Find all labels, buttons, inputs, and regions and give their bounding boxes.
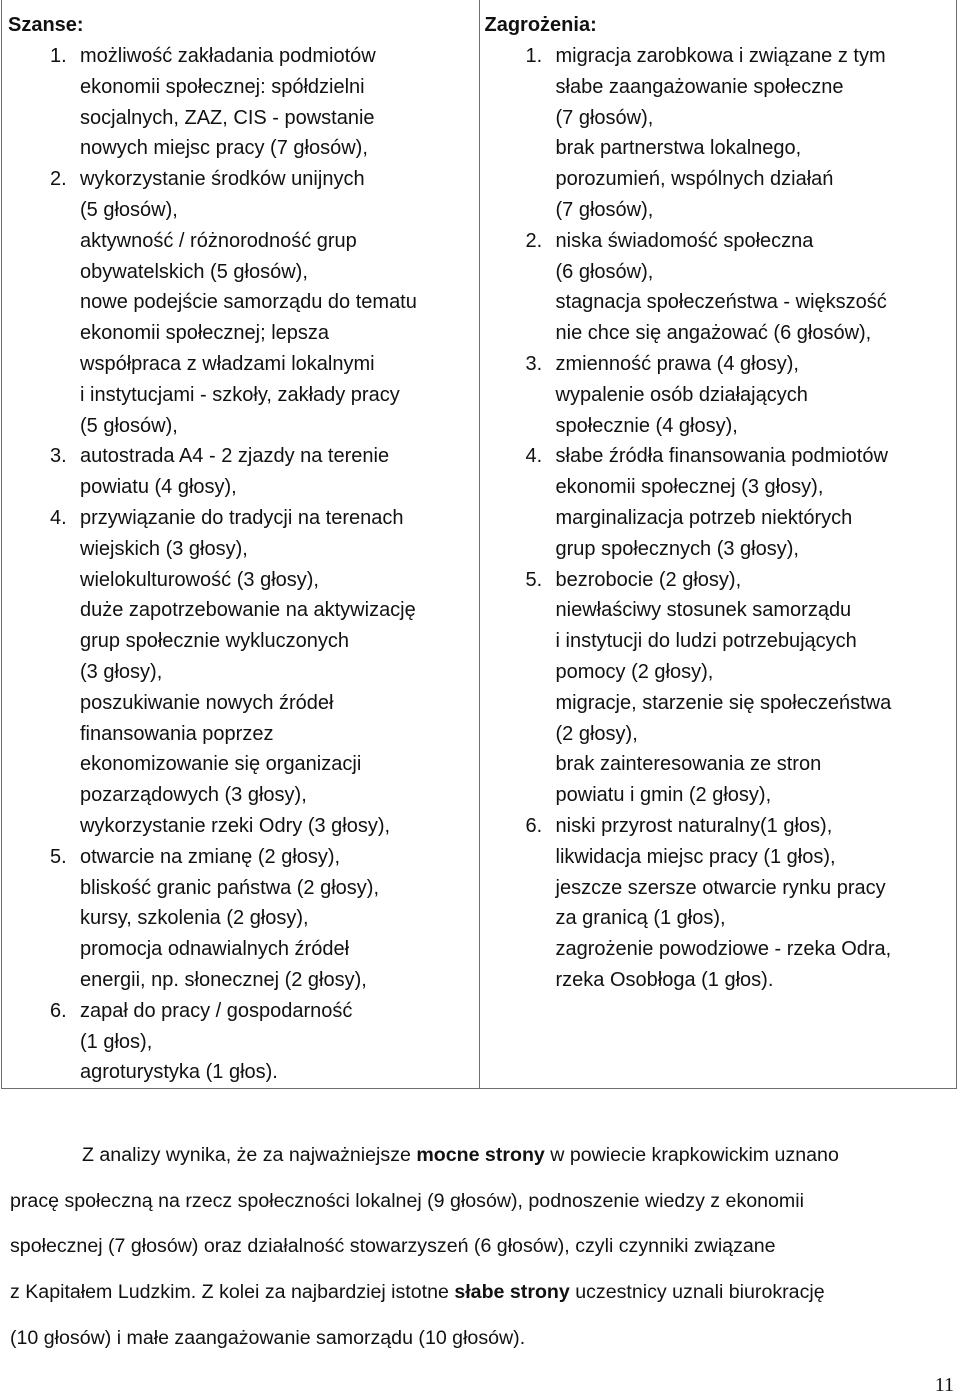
item-text-line: brak partnerstwa lokalnego, <box>555 137 802 160</box>
item-text-line: promocja odnawialnych źródeł <box>80 938 350 961</box>
summary-line <box>10 1270 960 1316</box>
item-number: 6. <box>50 999 67 1022</box>
item-text-line: zapał do pracy / gospodarność <box>80 999 353 1022</box>
item-text-line: ekonomizowanie się organizacji <box>80 753 362 776</box>
summary-line: (10 głosów) i małe zaangażowanie samorządu (10 głosów). <box>10 1326 526 1349</box>
swot-table <box>1 0 957 1089</box>
opportunities-heading: Szanse: <box>8 14 84 36</box>
item-text-line: grup społecznych (3 głosy), <box>555 537 799 560</box>
item-text-line: pomocy (2 głosy), <box>555 660 714 683</box>
item-text-line: marginalizacja potrzeb niektórych <box>555 506 853 529</box>
item-text-line: ekonomii społecznej (3 głosy), <box>555 476 824 499</box>
item-number: 5. <box>525 568 543 591</box>
summary-text: uczestnicy uznali biurokrację <box>569 1281 825 1304</box>
item-text-line: za granicą (1 głos), <box>555 907 726 930</box>
item-text-line: (7 głosów), <box>555 106 654 129</box>
item-text-line: nowych miejsc pracy (7 głosów), <box>80 137 368 160</box>
summary-text: z Kapitałem Ludzkim. Z kolei za najbardziej istotne <box>10 1281 455 1304</box>
weaknesses-emphasis: słabe strony <box>454 1281 570 1304</box>
item-text-line: (5 głosów), <box>80 198 178 221</box>
item-text-line: powiatu i gmin (2 głosy), <box>555 784 772 807</box>
item-text-line: otwarcie na zmianę (2 głosy), <box>80 845 341 868</box>
item-text-line: niski przyrost naturalny(1 głos), <box>555 814 833 837</box>
item-text-line: wykorzystanie rzeki Odry (3 głosy), <box>80 814 391 837</box>
item-number: 4. <box>525 445 543 468</box>
item-text-line: słabe zaangażowanie społeczne <box>555 75 844 98</box>
item-text-line: możliwość zakładania podmiotów <box>80 45 376 67</box>
summary-line <box>10 1133 960 1179</box>
threats-list <box>480 41 892 996</box>
item-text-line: rzeka Osobłoga (1 głos). <box>555 968 774 991</box>
list-item <box>480 349 892 441</box>
item-text-line: zmienność prawa (4 głosy), <box>555 352 799 375</box>
list-item <box>480 441 892 564</box>
item-text-line: likwidacja miejsc pracy (1 głos), <box>555 845 836 868</box>
item-text-line: zagrożenie powodziowe - rzeka Odra, <box>555 938 892 961</box>
item-text-line: energii, np. słonecznej (2 głosy), <box>80 968 367 991</box>
item-text-line: ekonomii społecznej: spółdzielni <box>80 75 365 98</box>
item-text-line: słabe źródła finansowania podmiotów <box>555 445 888 468</box>
item-number: 3. <box>525 352 543 375</box>
item-text-line: socjalnych, ZAZ, CIS - powstanie <box>80 106 375 129</box>
opportunities-column <box>2 0 480 1088</box>
item-text-line: jeszcze szersze otwarcie rynku pracy <box>555 876 886 899</box>
item-text-line: nie chce się angażować (6 głosów), <box>555 322 872 345</box>
list-item <box>2 164 417 441</box>
item-text-line: i instytucji do ludzi potrzebujących <box>555 630 857 653</box>
item-text-line: (7 głosów), <box>555 198 654 221</box>
item-text-line: wielokulturowość (3 głosy), <box>80 568 319 591</box>
item-text-line: wiejskich (3 głosy), <box>80 537 248 560</box>
summary-text: w powiecie krapkowickim uznano <box>544 1144 839 1166</box>
item-text-line: powiatu (4 głosy), <box>80 476 237 499</box>
summary-paragraph <box>10 1133 960 1362</box>
item-number: 5. <box>50 845 67 868</box>
list-item <box>480 226 892 349</box>
item-text-line: bliskość granic państwa (2 głosy), <box>80 876 380 899</box>
list-item <box>480 811 892 996</box>
list-item <box>2 503 417 842</box>
item-text-line: porozumień, wspólnych działań <box>555 168 834 191</box>
list-item <box>2 842 417 996</box>
item-number: 4. <box>50 506 67 529</box>
item-text-line: kursy, szkolenia (2 głosy), <box>80 907 309 930</box>
item-text-line: autostrada A4 - 2 zjazdy na terenie <box>80 445 390 468</box>
item-text-line: (3 głosy), <box>80 660 163 683</box>
item-text-line: obywatelskich (5 głosów), <box>80 260 308 283</box>
item-text-line: agroturystyka (1 głos). <box>80 1061 278 1084</box>
item-text-line: wykorzystanie środków unijnych <box>80 168 365 191</box>
threats-heading: Zagrożenia: <box>484 14 597 36</box>
summary-line: pracę społeczną na rzecz społeczności lokalnej (9 głosów), podnoszenie wiedzy z ekonomii <box>10 1189 804 1212</box>
item-text-line: finansowania poprzez <box>80 722 274 745</box>
list-item <box>2 441 417 503</box>
item-text-line: i instytucjami - szkoły, zakłady pracy <box>80 383 400 406</box>
item-text-line: stagnacja społeczeństwa - większość <box>555 291 887 314</box>
item-text-line: poszukiwanie nowych źródeł <box>80 691 334 714</box>
item-text-line: (2 głosy), <box>555 722 638 745</box>
item-text-line: ekonomii społecznej; lepsza <box>80 322 330 345</box>
strengths-emphasis: mocne strony <box>416 1144 545 1166</box>
item-text-line: brak zainteresowania ze stron <box>555 753 822 776</box>
item-number: 1. <box>50 45 67 67</box>
threats-column <box>480 0 957 1088</box>
opportunities-list <box>2 41 417 1088</box>
item-text-line: (1 głos), <box>80 1030 153 1053</box>
summary-line: społecznej (7 głosów) oraz działalność stowarzyszeń (6 głosów), czyli czynniki związane <box>10 1235 776 1258</box>
item-number: 6. <box>525 814 543 837</box>
list-item <box>480 41 892 226</box>
page-number: 11 <box>934 1374 954 1396</box>
list-item <box>2 41 417 164</box>
list-item <box>2 996 417 1088</box>
item-text-line: przywiązanie do tradycji na terenach <box>80 506 404 529</box>
item-number: 3. <box>50 445 67 468</box>
summary-text: Z analizy wynika, że za najważniejsze <box>82 1144 417 1166</box>
item-text-line: (5 głosów), <box>80 414 178 437</box>
item-number: 2. <box>50 168 67 191</box>
item-text-line: niewłaściwy stosunek samorządu <box>555 599 852 622</box>
item-text-line: (6 głosów), <box>555 260 654 283</box>
item-text-line: nowe podejście samorządu do tematu <box>80 291 417 314</box>
list-item <box>480 565 892 811</box>
item-text-line: społecznie (4 głosy), <box>555 414 738 437</box>
item-text-line: grup społecznie wykluczonych <box>80 630 350 653</box>
item-text-line: pozarządowych (3 głosy), <box>80 784 307 807</box>
item-text-line: migracja zarobkowa i związane z tym <box>555 45 886 67</box>
item-text-line: wypalenie osób działających <box>555 383 808 406</box>
item-number: 2. <box>525 229 543 252</box>
item-text-line: duże zapotrzebowanie na aktywizację <box>80 599 416 622</box>
item-text-line: niska świadomość społeczna <box>555 229 814 252</box>
item-number: 1. <box>525 45 543 67</box>
item-text-line: aktywność / różnorodność grup <box>80 229 357 252</box>
item-text-line: bezrobocie (2 głosy), <box>555 568 742 591</box>
item-text-line: współpraca z władzami lokalnymi <box>80 352 375 375</box>
item-text-line: migracje, starzenie się społeczeństwa <box>555 691 892 714</box>
